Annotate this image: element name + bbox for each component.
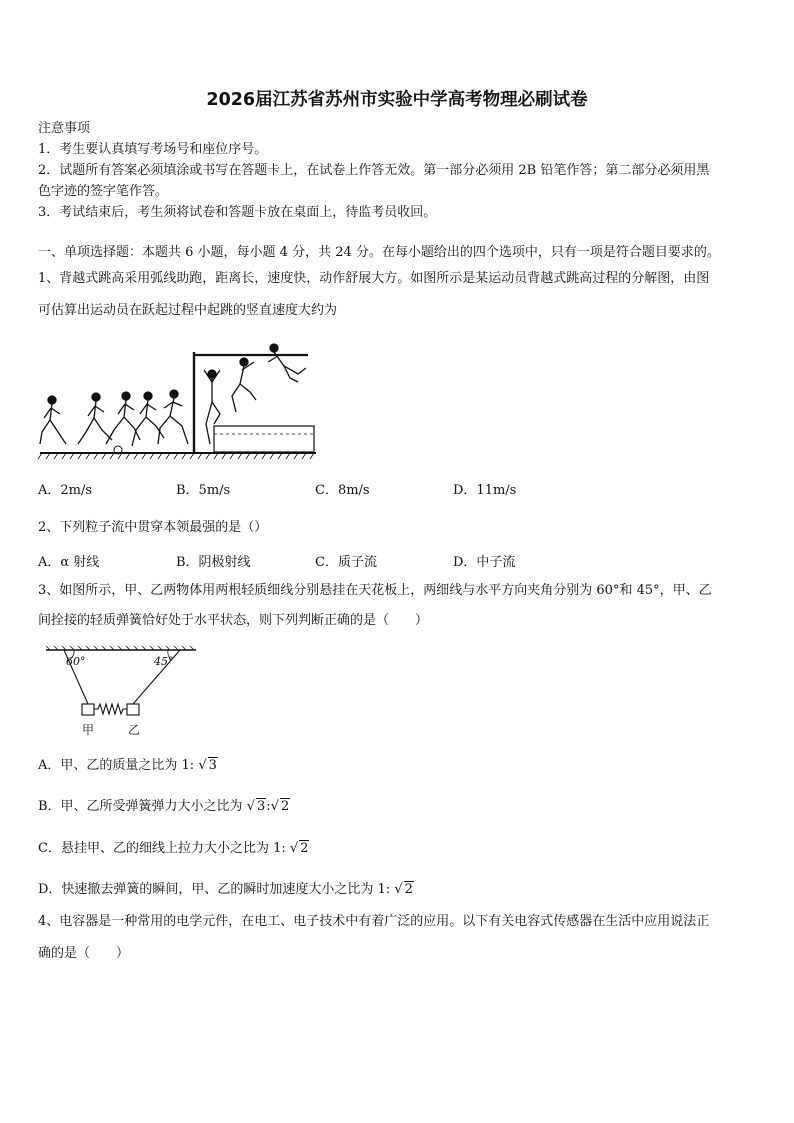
q2-option-a[interactable]: A．α 射线 xyxy=(38,555,100,570)
q1-option-d[interactable]: D．11m/s xyxy=(453,483,517,498)
q3-stem-line2: 间拴接的轻质弹簧恰好处于水平状态，则下列判断正确的是（ ） xyxy=(38,613,429,628)
notice-heading: 注意事项 xyxy=(38,121,91,136)
q1-option-a[interactable]: A．2m/s xyxy=(38,483,93,498)
q1-option-b[interactable]: B．5m/s xyxy=(176,483,231,498)
notice-item-3: 3．考试结束后，考生须将试卷和答题卡放在桌面上，待监考员收回。 xyxy=(38,205,437,220)
notice-item-2: 2．试题所有答案必须填涂或书写在答题卡上，在试卷上作答无效。第一部分必须用 2B 铅笔作答；第二部分必须用黑 xyxy=(38,163,710,178)
page-title: 2026届江苏省苏州市实验中学高考物理必刷试卷 xyxy=(206,90,588,110)
sqrt-symbol: √ 2 xyxy=(270,799,290,814)
sqrt-symbol: √ 3 xyxy=(198,758,217,773)
q2-option-d[interactable]: D．中子流 xyxy=(453,555,516,570)
q3-option-c[interactable] xyxy=(38,837,309,856)
high-jump-figure xyxy=(36,340,318,462)
notice-item-1: 1．考生要认真填写考场号和座位序号。 xyxy=(38,142,268,157)
object-yi-label: 乙 xyxy=(128,723,141,737)
q3-option-b[interactable] xyxy=(38,795,290,814)
q1-stem-line2: 可估算出运动员在跃起过程中起跳的竖直速度大约为 xyxy=(38,303,338,318)
q3-stem-line1: 3、如图所示，甲、乙两物体用两根轻质细线分别悬挂在天花板上，两细线与水平方向夹角分别为 60°和 45°，甲、乙 xyxy=(38,583,712,598)
q1-option-c[interactable]: C．8m/s xyxy=(315,483,370,498)
q4-stem-line2: 确的是（ ） xyxy=(38,946,130,961)
angle-45-label: 45° xyxy=(154,655,174,668)
spring-figure xyxy=(44,646,202,742)
q3-option-a[interactable] xyxy=(38,754,218,773)
object-jia-label: 甲 xyxy=(82,723,95,737)
q3-option-d[interactable] xyxy=(38,878,414,897)
q3-option-b-text: B．甲、乙所受弹簧弹力大小之比为 xyxy=(38,799,247,814)
q2-stem: 2、下列粒子流中贯穿本领最强的是（） xyxy=(38,520,268,535)
angle-60-label: 60° xyxy=(66,655,86,668)
q3-option-d-text: D．快速撤去弹簧的瞬间，甲、乙的瞬时加速度大小之比为 1: xyxy=(38,882,395,897)
sqrt-symbol: √ 3 xyxy=(246,799,266,814)
sqrt-symbol: √ 2 xyxy=(289,841,309,856)
q2-option-c[interactable]: C．质子流 xyxy=(315,555,377,570)
q4-stem-line1: 4、电容器是一种常用的电学元件，在电工、电子技术中有着广泛的应用。以下有关电容式传感器在生活中应用说法正 xyxy=(38,914,710,929)
section-heading: 一、单项选择题：本题共 6 小题，每小题 4 分，共 24 分。在每小题给出的四个选项中，只有一项是符合题目要求的。 xyxy=(38,245,720,260)
ratio-colon: : xyxy=(266,799,271,814)
notice-item-2-cont: 色字迹的签字笔作答。 xyxy=(38,184,169,199)
q3-option-a-text: A．甲、乙的质量之比为 1: xyxy=(38,758,199,773)
q3-option-c-text: C．悬挂甲、乙的细线上拉力大小之比为 1: xyxy=(38,841,290,856)
q2-option-b[interactable]: B．阴极射线 xyxy=(176,555,251,570)
q1-stem-line1: 1、背越式跳高采用弧线助跑，距离长，速度快，动作舒展大方。如图所示是某运动员背越式跳高过程的分解图，由图 xyxy=(38,271,710,286)
sqrt-symbol: √ 2 xyxy=(394,882,413,897)
